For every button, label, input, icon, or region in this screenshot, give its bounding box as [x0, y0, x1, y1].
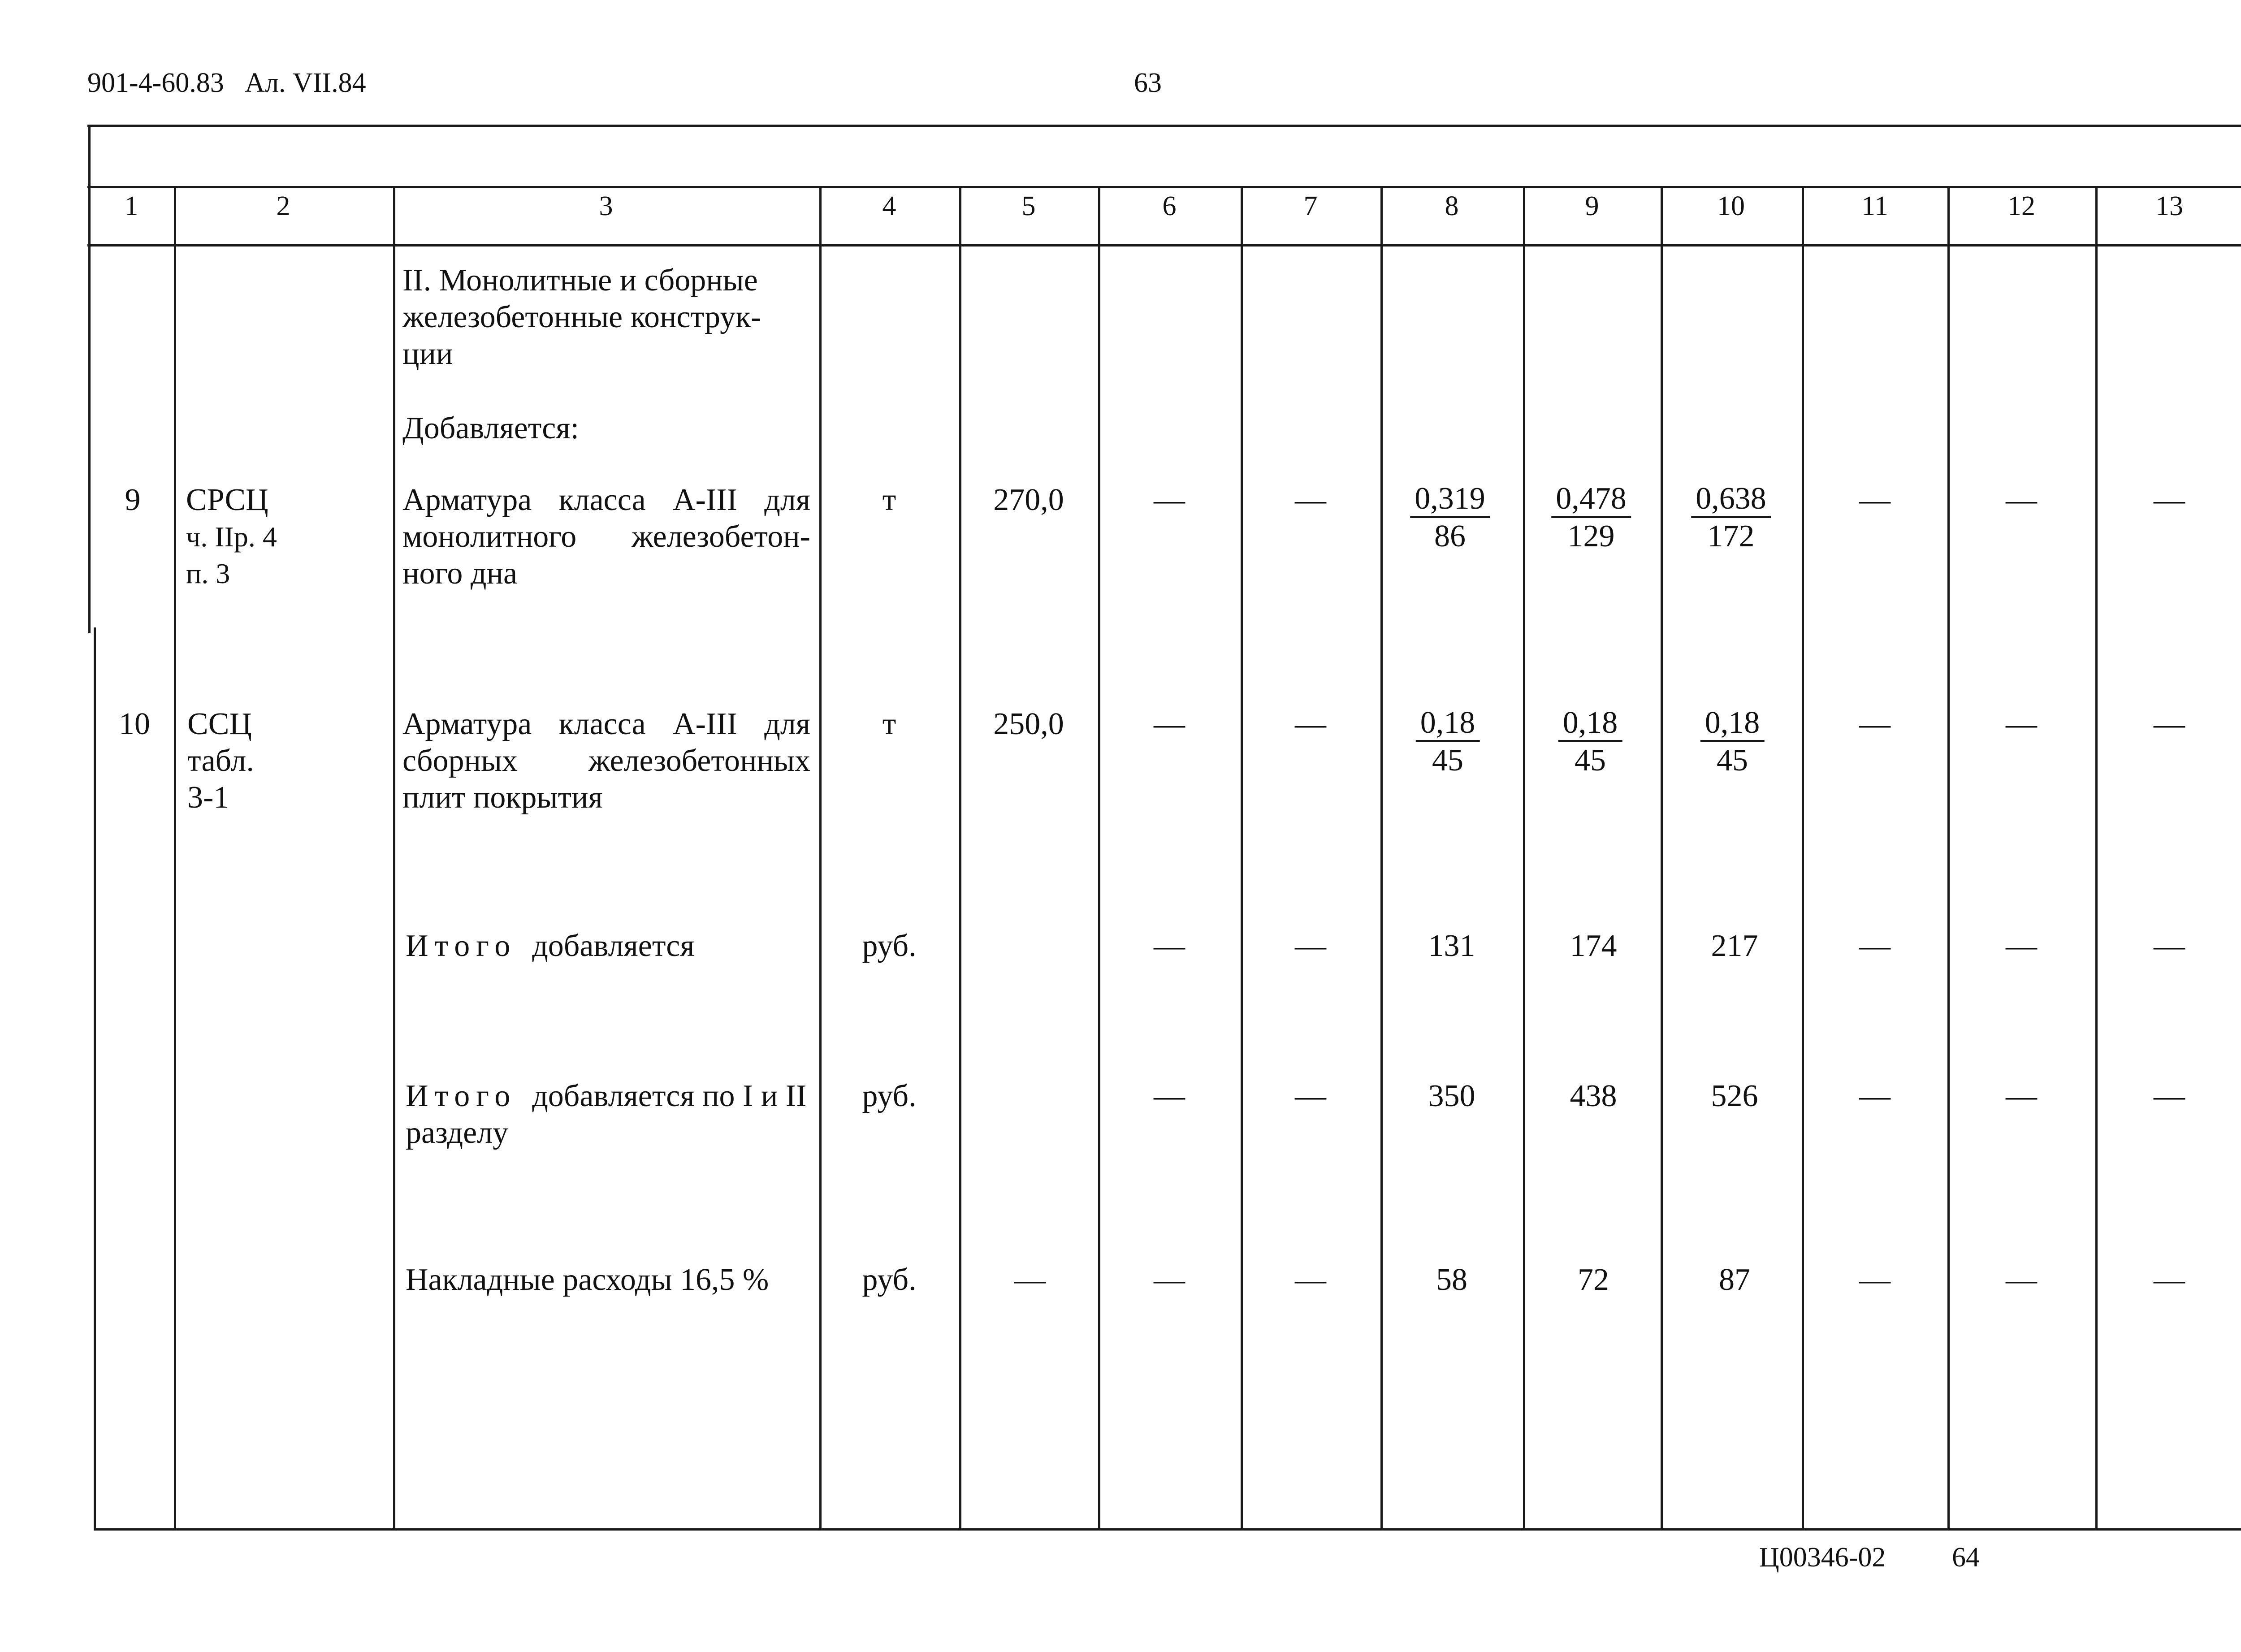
total-label — [406, 1078, 809, 1151]
col12-value: — — [2006, 483, 2037, 517]
col11-value: — — [1859, 929, 1891, 963]
table-left-border — [94, 627, 96, 1531]
overhead-label: Накладные расходы 16,5 % — [406, 1263, 769, 1297]
column-number-7: 7 — [1303, 191, 1318, 221]
footer-sheet-number: 64 — [1952, 1542, 1980, 1573]
total-label — [406, 928, 695, 964]
col10-quantity: 0,18 — [1700, 706, 1765, 742]
column-divider — [1802, 186, 1804, 1530]
reference-line-3: п. 3 — [186, 558, 230, 589]
col9-cost: 129 — [1567, 519, 1615, 554]
column-divider — [819, 186, 822, 1530]
unit: руб. — [862, 1263, 917, 1297]
col6-value: — — [1154, 707, 1185, 741]
table-top-border — [87, 125, 2241, 127]
col7-value: — — [1295, 929, 1326, 963]
col8-cost: 86 — [1434, 519, 1466, 554]
col10-cost: 45 — [1717, 743, 1748, 778]
col6-value: — — [1154, 483, 1185, 517]
col9-value: 72 — [1578, 1263, 1609, 1297]
col13-value: — — [2154, 707, 2185, 741]
column-number-2: 2 — [276, 191, 290, 221]
footer-code: Ц00346-02 — [1759, 1542, 1886, 1573]
row-number: 10 — [119, 707, 150, 741]
row-number: 9 — [125, 483, 141, 517]
reference-line-1: ССЦ — [187, 707, 252, 741]
total-label-spaced: Итого — [406, 929, 517, 963]
total-label-rest: добавляется — [532, 929, 695, 963]
column-divider — [393, 186, 395, 1530]
total-label-rest: добавляется по I и II разделу — [406, 1079, 807, 1150]
unit: т — [882, 707, 896, 741]
col7-value: — — [1295, 483, 1326, 517]
column-divider — [174, 186, 176, 1530]
col6-value: — — [1154, 1079, 1185, 1113]
col11-value: — — [1859, 1079, 1891, 1113]
col10-value: 526 — [1711, 1079, 1758, 1113]
column-number-8: 8 — [1445, 191, 1459, 221]
col7-value: — — [1295, 1079, 1326, 1113]
column-divider — [2095, 186, 2098, 1530]
unit: т — [882, 483, 896, 517]
col8-fraction — [1410, 482, 1490, 555]
unit: руб. — [862, 1079, 917, 1113]
col10-fraction — [1700, 706, 1765, 779]
column-number-1: 1 — [124, 191, 138, 221]
col10-cost: 172 — [1707, 519, 1755, 554]
column-divider — [1380, 186, 1383, 1530]
col7-value: — — [1295, 707, 1326, 741]
section-title: II. Монолитные и сборные железобетонные конструк-ции — [402, 263, 761, 371]
col10-fraction — [1691, 482, 1771, 555]
column-number-12: 12 — [2007, 191, 2035, 221]
column-divider — [1523, 186, 1525, 1530]
col13-value: — — [2154, 929, 2185, 963]
column-number-5: 5 — [1021, 191, 1036, 221]
column-number-3: 3 — [599, 191, 613, 221]
col13-value: — — [2154, 1079, 2185, 1113]
col12-value: — — [2006, 1263, 2037, 1297]
col5-value: — — [1014, 1263, 1046, 1297]
column-number-4: 4 — [882, 191, 896, 221]
album-number: Ал. VII.84 — [245, 68, 366, 98]
reference-line-2: ч. IIр. 4 — [186, 521, 277, 553]
col11-value: — — [1859, 1263, 1891, 1297]
col8-value: 131 — [1428, 929, 1475, 963]
col13-value: — — [2154, 1263, 2185, 1297]
col8-quantity: 0,319 — [1410, 482, 1490, 518]
column-number-10: 10 — [1717, 191, 1745, 221]
column-divider — [1241, 186, 1243, 1530]
column-header-top-border — [87, 186, 2241, 188]
col10-value: 87 — [1719, 1263, 1750, 1297]
col8-value: 58 — [1436, 1263, 1467, 1297]
col11-value: — — [1859, 707, 1891, 741]
added-label: Добавляется: — [402, 411, 579, 445]
col6-value: — — [1154, 1263, 1185, 1297]
col8-quantity: 0,18 — [1416, 706, 1480, 742]
column-divider — [1661, 186, 1663, 1530]
column-number-6: 6 — [1162, 191, 1177, 221]
unit: руб. — [862, 929, 917, 963]
column-number-11: 11 — [1861, 191, 1888, 221]
unit-price: 270,0 — [993, 483, 1064, 517]
col10-quantity: 0,638 — [1691, 482, 1771, 518]
col8-cost: 45 — [1432, 743, 1463, 778]
col9-value: 438 — [1570, 1079, 1617, 1113]
column-divider — [959, 186, 961, 1530]
reference-line-1: СРСЦ — [186, 483, 268, 517]
col9-fraction — [1558, 706, 1622, 779]
doc-code: 901-4-60.83 — [87, 68, 224, 98]
total-label-spaced: Итого — [406, 1079, 517, 1113]
col12-value: — — [2006, 707, 2037, 741]
column-divider — [1098, 186, 1100, 1530]
col12-value: — — [2006, 929, 2037, 963]
col8-fraction — [1416, 706, 1480, 779]
column-divider — [1947, 186, 1950, 1530]
col9-quantity: 0,18 — [1558, 706, 1622, 742]
unit-price: 250,0 — [993, 707, 1064, 741]
col9-value: 174 — [1570, 929, 1617, 963]
col7-value: — — [1295, 1263, 1326, 1297]
column-number-9: 9 — [1585, 191, 1599, 221]
col6-value: — — [1154, 929, 1185, 963]
reference-line-3: 3-1 — [187, 780, 229, 815]
column-number-13: 13 — [2155, 191, 2183, 221]
col11-value: — — [1859, 483, 1891, 517]
col9-cost: 45 — [1575, 743, 1606, 778]
col9-quantity: 0,478 — [1551, 482, 1631, 518]
column-header-bottom-border — [87, 244, 2241, 247]
document-code — [87, 67, 366, 99]
item-description: Арматура класса А-III для монолитного железобетон-ного дна — [402, 483, 810, 591]
col12-value: — — [2006, 1079, 2037, 1113]
reference-line-2: табл. — [187, 744, 254, 778]
col13-value: — — [2154, 483, 2185, 517]
item-description: Арматура класса А-III для сборных железобетонных плит покрытия — [402, 707, 810, 815]
table-bottom-border — [94, 1528, 2241, 1531]
col10-value: 217 — [1711, 929, 1758, 963]
col8-value: 350 — [1428, 1079, 1475, 1113]
page-number: 63 — [1134, 68, 1162, 98]
table-left-border — [88, 125, 91, 633]
col9-fraction — [1551, 482, 1631, 555]
